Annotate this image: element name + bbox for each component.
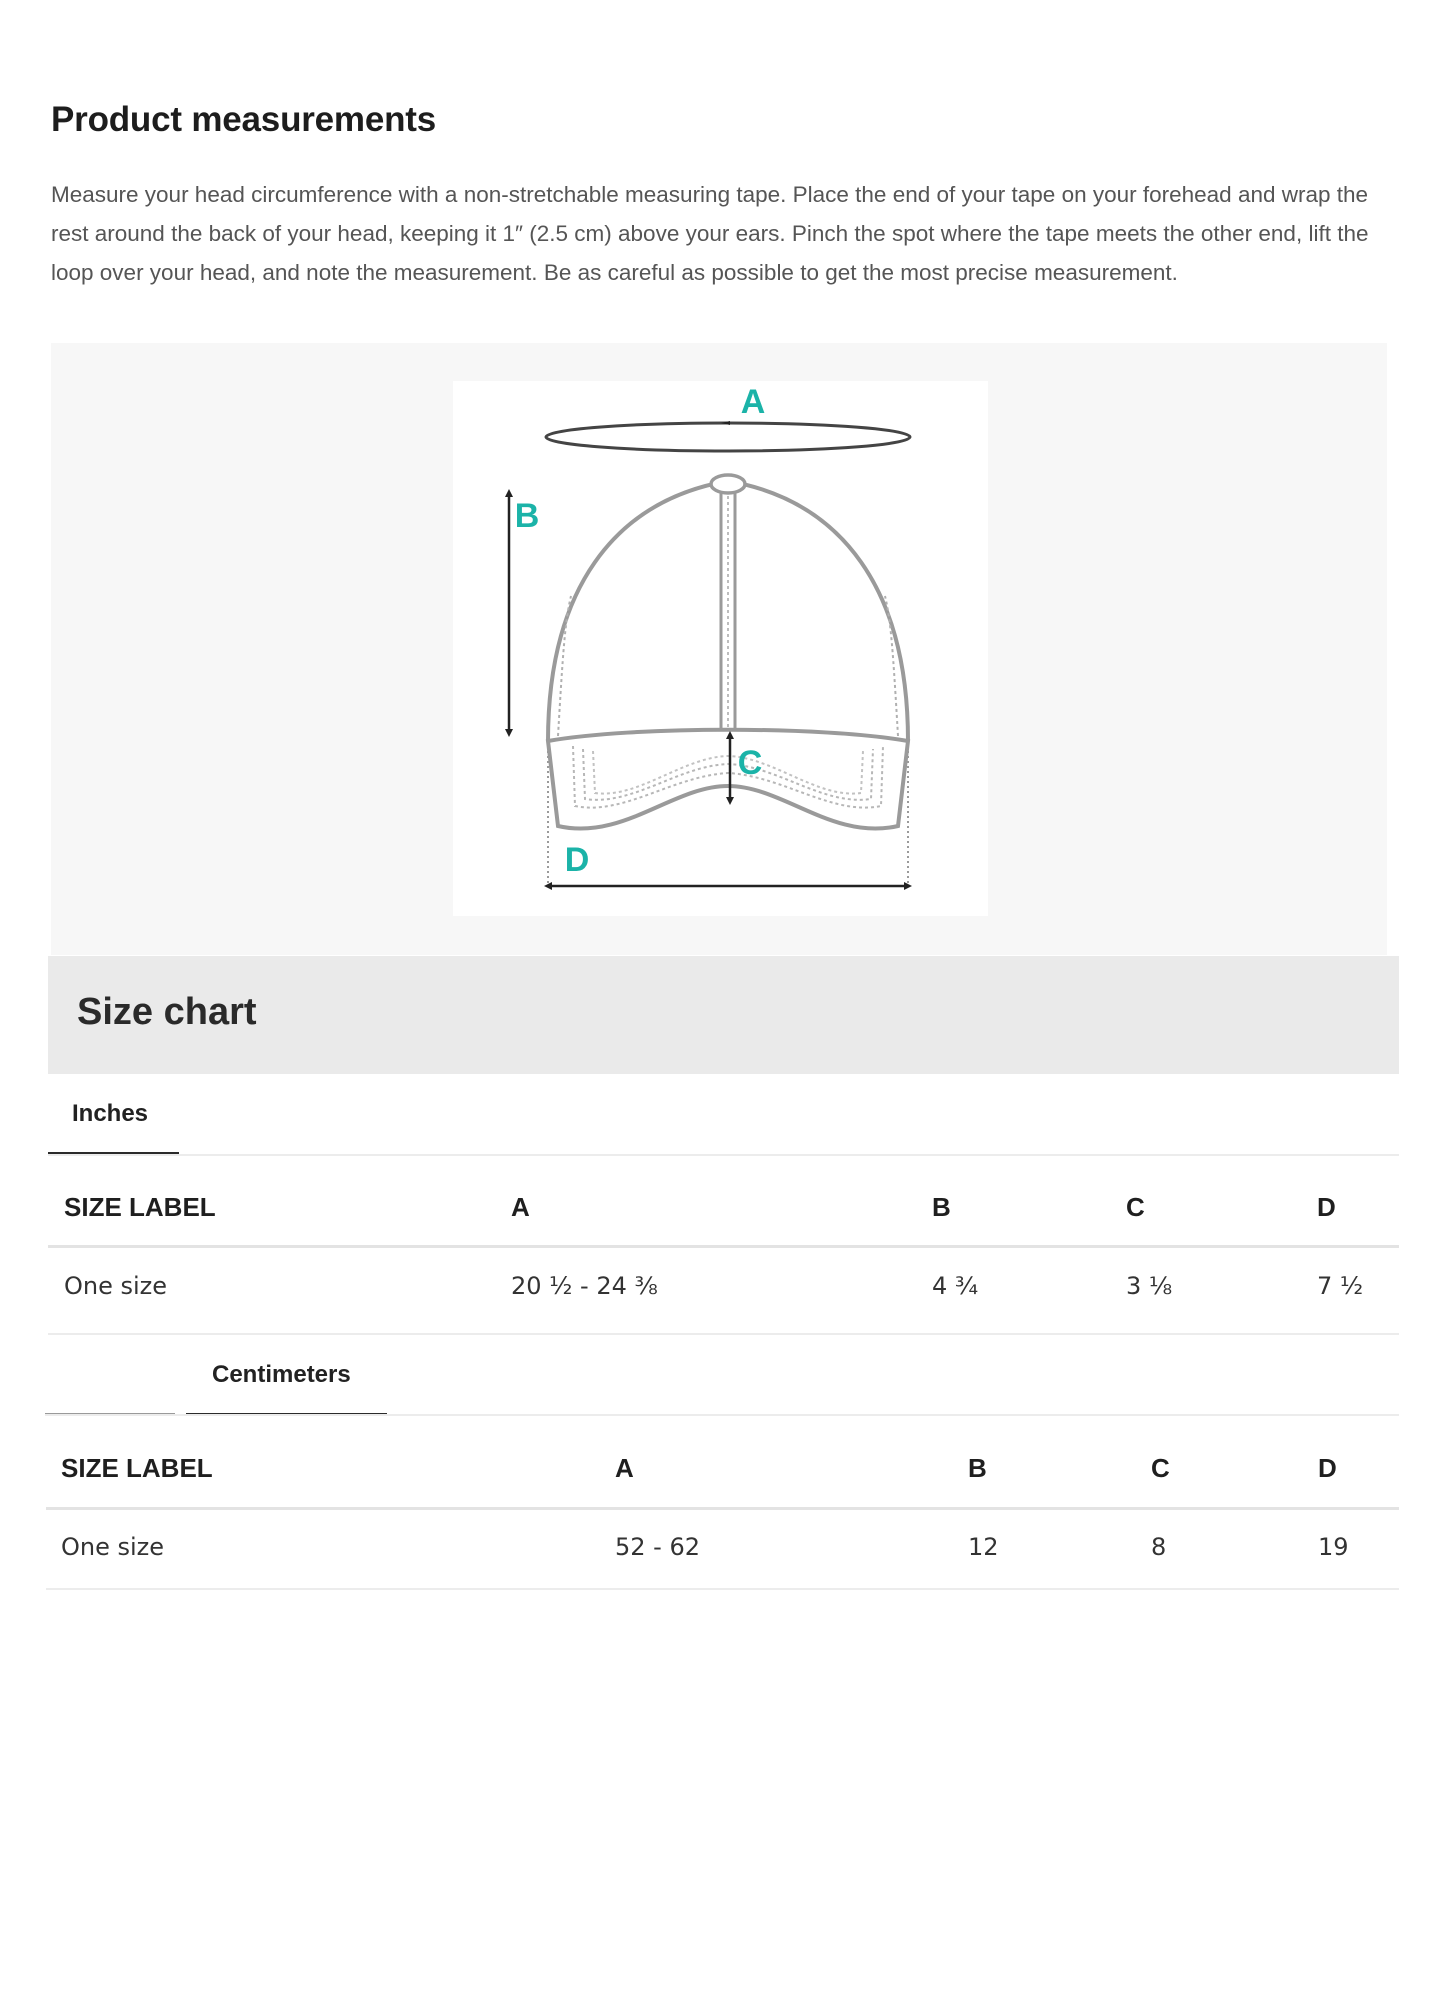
tab-inches[interactable]: Inches <box>72 1100 149 1127</box>
table-cell-a: 52 - 62 <box>615 1533 700 1561</box>
table-header-b: B <box>932 1192 951 1222</box>
table-header-size-label: SIZE LABEL <box>64 1192 216 1222</box>
page-title: Product measurements <box>51 100 437 139</box>
table-cell-b: 4 ¾ <box>932 1272 979 1300</box>
table-cell-b: 12 <box>968 1533 999 1561</box>
table-cell-size: One size <box>64 1272 168 1300</box>
measurement-instructions: Measure your head circumference with a non-stretchable measuring tape. Place the end of your tape on your forehead and wrap the rest around the back of your head, keeping it 1″ (2.5 cm) above your ears. Pinch the spot where the tape meets the other end, lift the loop over your head, and note the measurement. Be as careful as possible to get the most precise measurement. <box>51 182 1369 285</box>
divider <box>48 1154 1399 1156</box>
table-cell-d: 7 ½ <box>1317 1272 1364 1300</box>
table-header-a: A <box>511 1192 530 1222</box>
table-cell-c: 8 <box>1151 1533 1167 1561</box>
table-cell-c: 3 ⅛ <box>1126 1272 1173 1300</box>
cap-measurement-diagram <box>453 381 988 916</box>
table-header-b: B <box>968 1453 987 1483</box>
cap-outline <box>548 475 908 829</box>
measure-b-height <box>509 493 539 733</box>
table-cell-size: One size <box>61 1533 165 1561</box>
label-a: A <box>740 383 766 421</box>
label-c: C <box>737 744 763 782</box>
tab-centimeters[interactable]: Centimeters <box>212 1361 351 1388</box>
table-header-size-label: SIZE LABEL <box>61 1453 213 1483</box>
table-header-d: D <box>1317 1192 1336 1222</box>
table-row-divider <box>48 1333 1399 1335</box>
divider <box>45 1414 1399 1416</box>
diagram-panel <box>51 343 1387 955</box>
measure-a-circumference <box>546 383 910 451</box>
size-chart-title: Size chart <box>77 991 257 1033</box>
table-header-c: C <box>1126 1192 1145 1222</box>
table-header-a: A <box>615 1453 634 1483</box>
size-chart-header <box>48 956 1399 1074</box>
table-header-c: C <box>1151 1453 1170 1483</box>
table-header-divider <box>46 1507 1399 1510</box>
cap-diagram-svg <box>453 381 988 916</box>
label-b: B <box>514 497 540 535</box>
label-d: D <box>564 841 590 879</box>
table-cell-a: 20 ½ - 24 ⅜ <box>511 1272 658 1300</box>
table-cell-d: 19 <box>1318 1533 1349 1561</box>
table-row-divider <box>46 1588 1399 1590</box>
table-header-d: D <box>1318 1453 1337 1483</box>
table-header-divider <box>48 1245 1399 1248</box>
